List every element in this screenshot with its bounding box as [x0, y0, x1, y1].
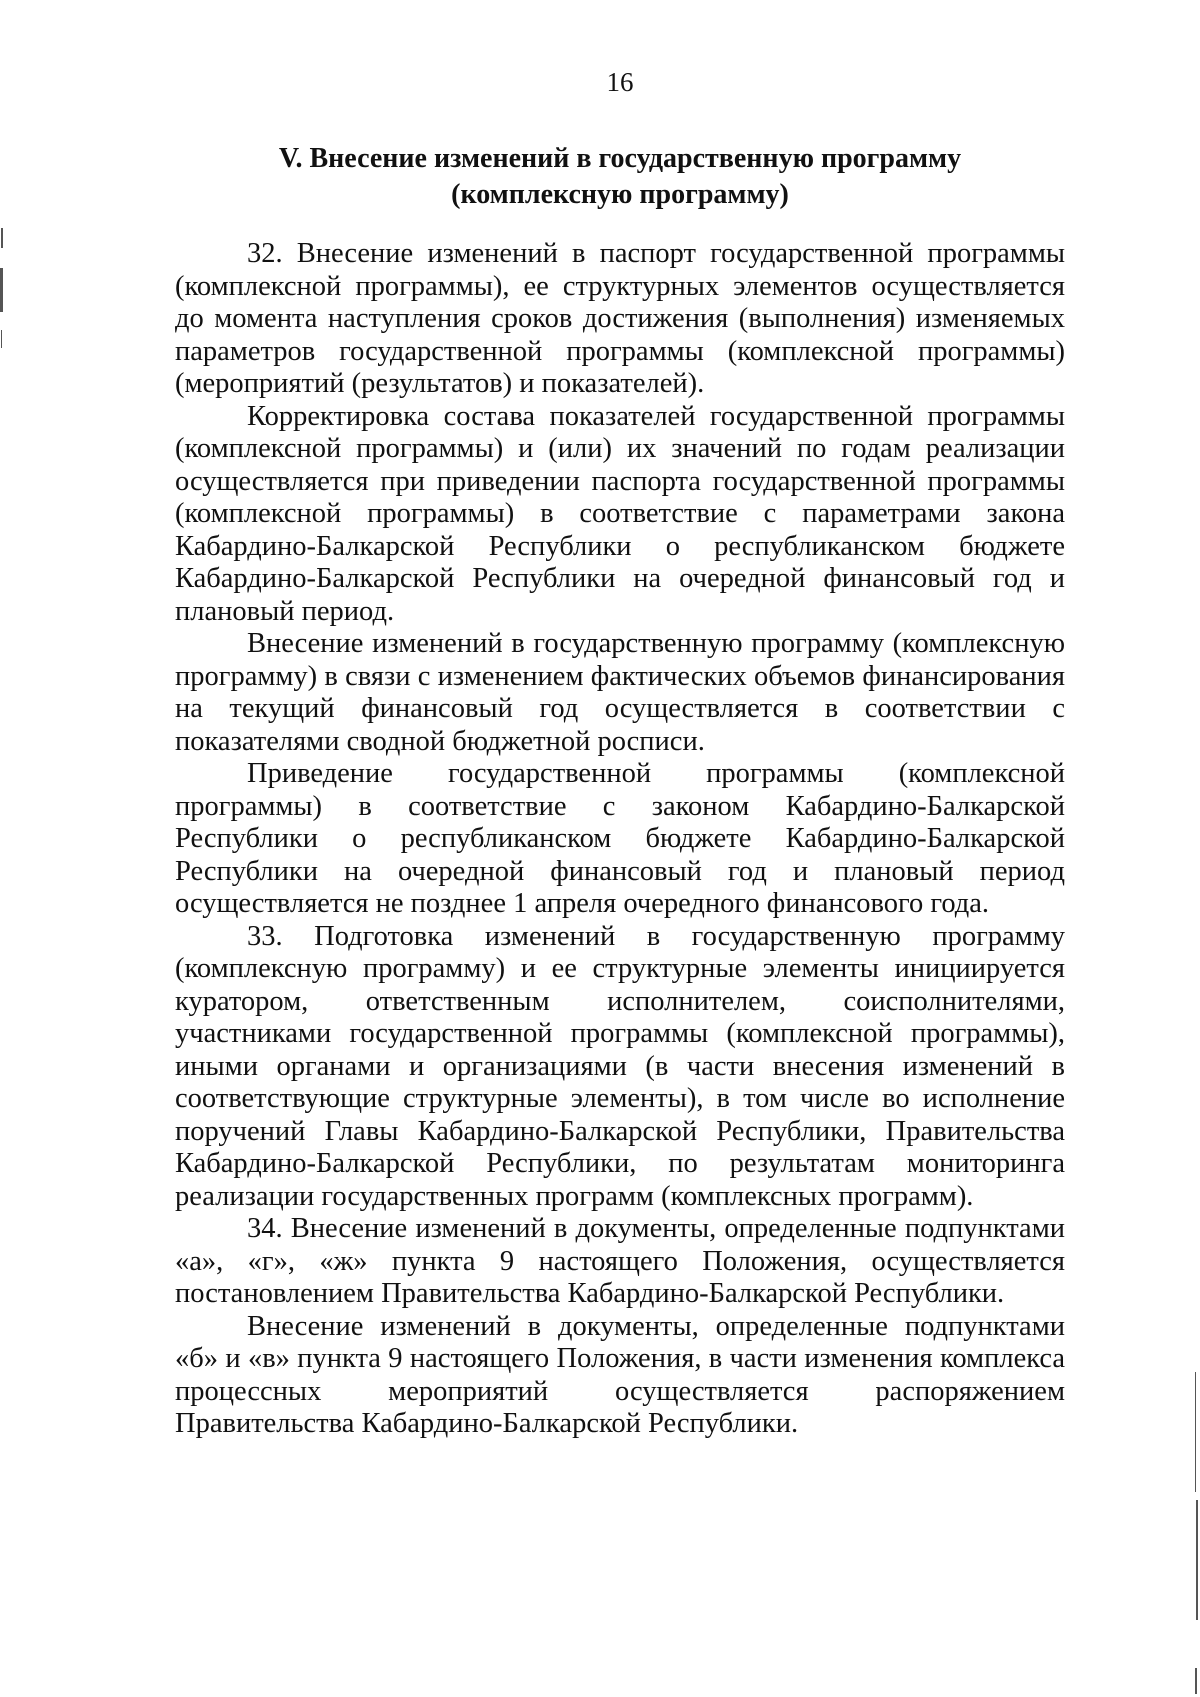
paragraph-33: 33. Подготовка изменений в государственную программу (комплексную программу) и ее структурные элементы инициируется куратором, ответственным исполнителем, соисполнителями, участниками государственной программы (комплексной программы), иными органами и организациями (в части внесения изменений в соответствующие структурные элементы), в том числе во исполнение поручений Главы Кабардино-Балкарской Республики, Правительства Кабардино-Балкарской Республики, по результатам мониторинга реализации государственных программ (комплексных программ).: [175, 920, 1065, 1212]
scan-edge-mark: [1195, 1668, 1197, 1694]
document-body: [175, 238, 1065, 1441]
section-heading-line-1: V. Внесение изменений в государственную программу: [278, 143, 962, 174]
scan-edge-mark: [1196, 1500, 1198, 1620]
paragraph-indicators-adjustment: Корректировка состава показателей государственной программы (комплексной программы) и (или) их значений по годам реализации осуществляется при приведении паспорта государственной программы (комплексной программы) в соответствие с параметрами закона Кабардино-Балкарской Республики о республиканском бюджете Кабардино-Балкарской Республики на очередной финансовый год и плановый период.: [175, 400, 1065, 627]
scan-edge-mark: [0, 268, 3, 312]
paragraph-budget-alignment: Приведение государственной программы (комплексной программы) в соответствие с законом Кабардино-Балкарской Республики о республиканском бюджете Кабардино-Балкарской Республики на очередной финансовый год и плановый период осуществляется не позднее 1 апреля очередного финансового года.: [175, 758, 1065, 919]
scan-edge-mark: [1, 330, 2, 348]
paragraph-34: 34. Внесение изменений в документы, определенные подпунктами «а», «г», «ж» пункта 9 настоящего Положения, осуществляется постановлением Правительства Кабардино-Балкарской Республики.: [175, 1213, 1065, 1309]
scan-edge-mark: [1195, 1372, 1196, 1492]
section-heading: [175, 141, 1065, 213]
paragraph-process-measures: Внесение изменений в документы, определенные подпунктами «б» и «в» пункта 9 настоящего Положения, в части изменения комплекса процессных мероприятий осуществляется распоряжением Правительства Кабардино-Балкарской Республики.: [175, 1310, 1065, 1439]
paragraph-funding-changes: Внесение изменений в государственную программу (комплексную программу) в связи с изменением фактических объемов финансирования на текущий финансовый год осуществляется в соответствии с показателями сводной бюджетной росписи.: [175, 628, 1065, 757]
scan-edge-mark: [1, 228, 3, 248]
page-number: 16: [606, 67, 634, 97]
section-heading-line-2: (комплексную программу): [451, 179, 789, 210]
paragraph-32: 32. Внесение изменений в паспорт государственной программы (комплексной программы), ее структурных элементов осуществляется до момента наступления сроков достижения (выполнения) изменяемых параметров государственной программы (комплексной программы) (мероприятий (результатов) и показателей).: [175, 238, 1065, 399]
